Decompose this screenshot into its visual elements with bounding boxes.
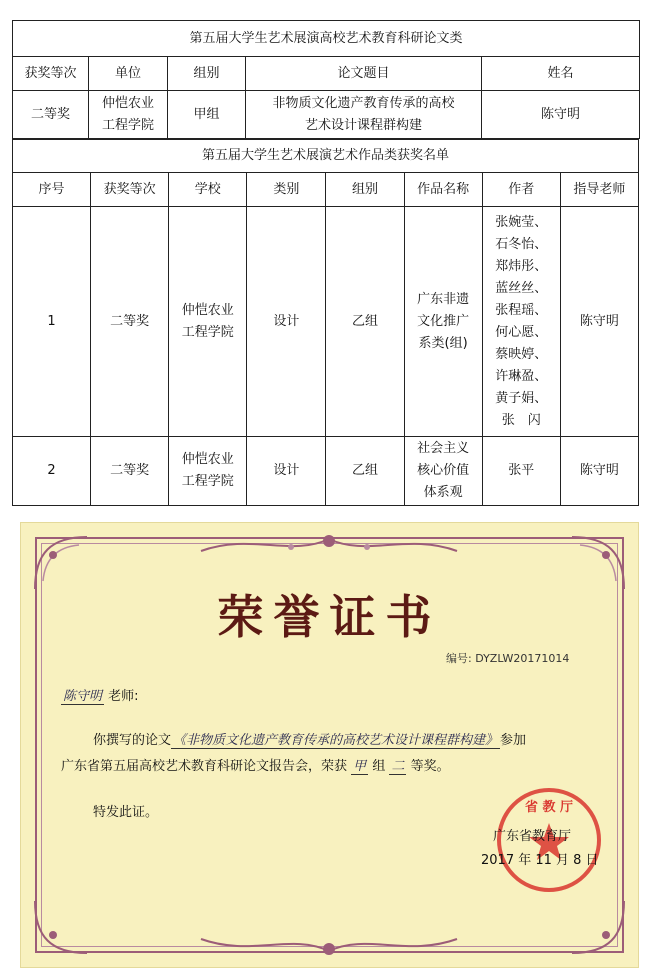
header-advisor: 指导老师 [560,173,638,207]
body-prefix: 你撰写的论文 [93,733,172,748]
paper-group: 甲组 [168,91,246,139]
work-line: 文化推广 [417,313,470,329]
certificate-title: 荣誉证书 [217,590,442,644]
row-authors [482,207,560,437]
corner-ornament-icon [568,897,628,957]
rank-word: 等奖。 [410,759,450,774]
header-group: 组别 [326,173,404,207]
row-award: 二等奖 [91,437,169,506]
header-group: 组别 [168,57,246,91]
paper-title [246,91,482,139]
top-flourish-icon [191,531,467,559]
work-line: 系类(组) [418,335,468,351]
closing-text: 特发此证。 [93,805,159,820]
certificate-number-label: 编号: [446,652,472,665]
header-award: 获奖等次 [13,57,89,91]
row-group: 乙组 [326,207,404,437]
row-school [169,207,247,437]
work-table-title: 第五届大学生艺术展演艺术作品类获奖名单 [13,140,639,173]
group-word: 组 [372,759,386,774]
paper-unit-line2: 工程学院 [101,117,154,133]
author-line: 张 闪 [501,412,541,428]
header-award-level: 获奖等次 [91,173,169,207]
paper-unit-line1: 仲恺农业 [101,95,154,111]
paper-award-level: 二等奖 [13,91,89,139]
body-suffix: 参加 [500,733,527,748]
work-line: 社会主义 [417,441,470,456]
seal-text: 省 教 厅 [524,800,574,815]
row-work-name [404,207,482,437]
paper-table-title: 第五届大学生艺术展演高校艺术教育科研论文类 [13,21,640,57]
author-line: 石冬怡、 [495,236,548,252]
header-name: 姓名 [482,57,640,91]
body-line-2 [61,755,450,774]
row-school [169,437,247,506]
author-line: 张程瑶、 [495,302,548,318]
row-number: 2 [13,437,91,506]
author-line: 蓝丝丝、 [495,280,548,296]
school-line1: 仲恺农业 [181,452,234,467]
header-unit: 单位 [89,57,168,91]
line2-prefix: 广东省第五届高校艺术教育科研论文报告会，荣获 [61,759,348,774]
rank-handwritten: 二 [391,759,405,774]
author-line: 许琳盈、 [495,368,548,384]
paper-unit [89,91,168,139]
honor-certificate [20,522,639,968]
certificate-number-value: DYZLW20171014 [475,652,570,665]
row-work-name [404,437,482,506]
school-line2: 工程学院 [181,474,234,489]
work-line: 体系观 [423,485,463,500]
row-category: 设计 [247,437,326,506]
corner-ornament-icon [31,897,91,957]
paper-title-line1: 非物质文化遗产教育传承的高校 [272,95,455,111]
row-group: 乙组 [326,437,404,506]
header-paper-title: 论文题目 [246,57,482,91]
paper-award-table [12,20,640,139]
author-line: 郑炜彤、 [495,258,548,274]
recipient-line [61,685,139,704]
author-line: 张婉莹、 [495,214,548,230]
table-row [13,207,639,437]
header-number: 序号 [13,173,91,207]
header-work-name: 作品名称 [404,173,482,207]
school-line2: 工程学院 [181,324,234,340]
header-school: 学校 [169,173,247,207]
row-authors: 张平 [482,437,560,506]
body-line-1 [93,729,526,748]
row-award: 二等奖 [91,207,169,437]
recipient-name: 陈守明 [63,689,103,704]
certificate-number [446,650,569,666]
author-line: 何心愿、 [495,324,548,340]
group-handwritten: 甲 [353,759,367,774]
author-line: 黄子娟、 [495,390,548,406]
bottom-flourish-icon [191,931,467,959]
row-advisor: 陈守明 [560,437,638,506]
table-row [13,437,639,506]
header-author: 作者 [482,173,560,207]
row-number: 1 [13,207,91,437]
work-line: 广东非遗 [417,291,470,307]
header-category: 类别 [247,173,326,207]
work-line: 核心价值 [417,463,470,478]
row-category: 设计 [247,207,326,437]
recipient-suffix: 老师: [108,689,139,704]
row-advisor: 陈守明 [560,207,638,437]
author-line: 蔡映婷、 [495,346,548,362]
issuer-name: 广东省教育厅 [493,829,572,844]
paper-title-line2: 艺术设计课程群构建 [304,117,422,133]
school-line1: 仲恺农业 [181,302,234,318]
work-award-table [12,139,639,506]
paper-author-name: 陈守明 [482,91,640,139]
issue-date: 2017 年 11 月 8 日 [481,853,599,868]
paper-title-handwritten: 《非物质文化遗产教育传承的高校艺术设计课程群构建》 [173,733,499,748]
